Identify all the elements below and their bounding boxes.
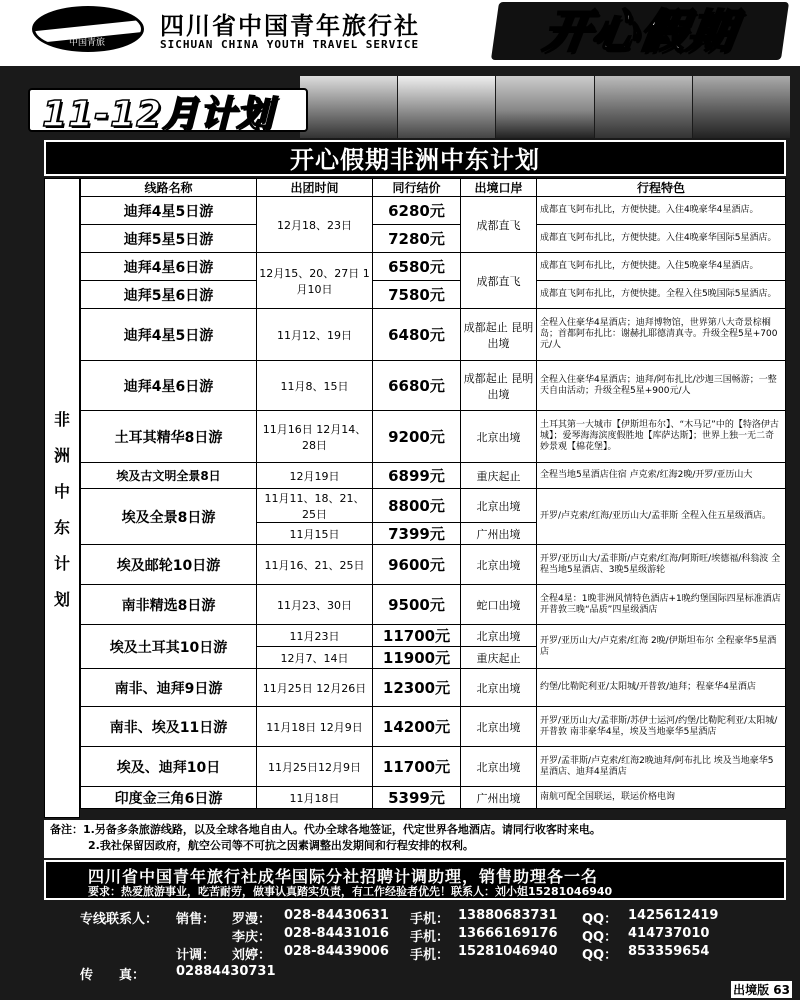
exit-port: 成都起止 昆明出境	[461, 309, 537, 361]
photo-palace	[496, 76, 593, 138]
departure-dates: 11月8、15日	[257, 361, 373, 411]
route-feature: 成都直飞阿布扎比，方便快捷。入住4晚豪华国际5星酒店。	[537, 225, 786, 253]
table-row	[81, 669, 786, 707]
table-row	[81, 463, 786, 489]
remark-line: 2.我社保留因政府，航空公司等不可抗之因素调整出发期间和行程安排的权利。	[88, 839, 474, 852]
departure-dates: 11月15日	[257, 523, 373, 545]
route-name: 南非、迪拜9日游	[81, 669, 257, 707]
route-feature: 约堡/比勒陀利亚/太阳城/开普敦/迪拜；程豪华4星酒店	[537, 669, 786, 707]
page-number: 出境版 63	[733, 983, 790, 997]
page-header	[0, 0, 800, 62]
exit-port: 北京出境	[461, 669, 537, 707]
departure-dates: 11月11、18、21、25日	[257, 489, 373, 523]
recruitment-title: 四川省中国青年旅行社成华国际分社招聘计调助理，销售助理各一名	[88, 867, 599, 886]
recruitment-detail: 要求：热爱旅游事业，吃苦耐劳，做事认真踏实负责，有工作经验者优先！联系人：刘小姐15281046940	[88, 885, 613, 898]
contact-qq: 1425612419	[628, 908, 719, 923]
route-feature: 开罗/亚历山大/孟菲斯/苏伊士运河/约堡/比勒陀利亚/太阳城/开普敦 南非豪华4星，埃及当地豪华5星酒店	[537, 707, 786, 747]
tour-plan-table	[80, 178, 786, 809]
departure-dates: 12月7、14日	[257, 647, 373, 669]
contact-label: 专线联系人：	[80, 912, 159, 927]
route-feature: 南航可配全国联运，联运价格电询	[537, 787, 786, 809]
route-price: 7399元	[373, 523, 461, 545]
contact-row	[0, 944, 800, 962]
departure-dates: 11月25日 12月26日	[257, 669, 373, 707]
route-price: 11900元	[373, 647, 461, 669]
table-row	[81, 625, 786, 647]
route-price: 6280元	[373, 197, 461, 225]
departure-dates: 11月16、21、25日	[257, 545, 373, 585]
photo-statues	[693, 76, 790, 138]
route-name: 埃及、迪拜10日	[81, 747, 257, 787]
route-name: 埃及邮轮10日游	[81, 545, 257, 585]
route-name: 土耳其精华8日游	[81, 411, 257, 463]
exit-port: 北京出境	[461, 747, 537, 787]
route-price: 5399元	[373, 787, 461, 809]
route-feature: 开罗/亚历山大/孟菲斯/卢克索/红海/阿斯旺/埃德福/科翁波 全程当地5星酒店、3晚5星级游轮	[537, 545, 786, 585]
remark-line: 备注：1.另备多条旅游线路，以及全球各地自由人。代办全球各地签证，代定世界各地酒店。请同行收客时来电。	[50, 823, 601, 836]
route-name: 迪拜5星5日游	[81, 225, 257, 253]
exit-port: 北京出境	[461, 625, 537, 647]
route-feature: 成都直飞阿布扎比，方便快捷。全程入住5晚国际5星酒店。	[537, 281, 786, 309]
side-label-char: 非	[53, 410, 70, 429]
table-row	[81, 585, 786, 625]
departure-dates: 11月23日	[257, 625, 373, 647]
exit-port: 北京出境	[461, 545, 537, 585]
month-plan-title: 11-12月计划	[42, 94, 274, 135]
exit-port: 成都直飞	[461, 197, 537, 253]
contact-mobile: 15281046940	[458, 944, 558, 959]
contact-mobile: 13666169176	[458, 926, 558, 941]
route-price: 8800元	[373, 489, 461, 523]
table-row	[81, 361, 786, 411]
qq-label: QQ：	[582, 930, 618, 945]
route-feature: 全程入住豪华4星酒店；迪拜/阿布扎比/沙迦三国畅游；一整天自由活动；升级全程5星+900元/人	[537, 361, 786, 411]
mobile-label: 手机：	[410, 930, 450, 945]
side-label-char: 东	[53, 518, 70, 537]
contact-name: 李庆：	[232, 930, 272, 945]
table-row	[81, 545, 786, 585]
mobile-label: 手机：	[410, 948, 450, 963]
exit-port: 广州出境	[461, 523, 537, 545]
fax-label: 传 真：	[80, 968, 146, 983]
route-name: 南非、埃及11日游	[81, 707, 257, 747]
remarks	[44, 820, 786, 858]
departure-dates: 12月18、23日	[257, 197, 373, 253]
table-row	[81, 281, 786, 309]
route-price: 6480元	[373, 309, 461, 361]
col-header-dates: 出团时间	[257, 179, 373, 197]
departure-dates: 12月19日	[257, 463, 373, 489]
exit-port: 成都直飞	[461, 253, 537, 309]
route-price: 7280元	[373, 225, 461, 253]
route-price: 7580元	[373, 281, 461, 309]
table-row	[81, 489, 786, 523]
table-row	[81, 309, 786, 361]
contact-name: 罗漫：	[232, 912, 272, 927]
route-feature: 全程4星：1晚非洲风情特色酒店+1晚约堡国际四星标准酒店 开普敦三晚“品质”四星级酒店	[537, 585, 786, 625]
route-feature: 土耳其第一大城市【伊斯坦布尔】、“木马记”中的【特洛伊古城】；爱琴海海滨度假胜地【库萨达斯】；世界上独一无二奇妙景观【棉花堡】。	[537, 411, 786, 463]
qq-label: QQ：	[582, 912, 618, 927]
col-header-feature: 行程特色	[537, 179, 786, 197]
route-name: 埃及土耳其10日游	[81, 625, 257, 669]
route-name: 印度金三角6日游	[81, 787, 257, 809]
contact-tel: 028-84430631	[284, 908, 389, 923]
mobile-label: 手机：	[410, 912, 450, 927]
contact-row	[0, 964, 800, 982]
route-name: 埃及古文明全景8日	[81, 463, 257, 489]
fax-number: 02884430731	[176, 964, 276, 979]
exit-port: 北京出境	[461, 707, 537, 747]
route-name: 南非精选8日游	[81, 585, 257, 625]
table-row	[81, 197, 786, 225]
table-header-row	[81, 179, 786, 197]
qq-label: QQ：	[582, 948, 618, 963]
departure-dates: 11月12、19日	[257, 309, 373, 361]
route-name: 迪拜5星6日游	[81, 281, 257, 309]
cyts-logo	[32, 6, 144, 52]
route-feature: 成都直飞阿布扎比，方便快捷。入住5晚豪华4星酒店。	[537, 253, 786, 281]
destination-photo-strip	[300, 76, 790, 138]
contact-qq: 853359654	[628, 944, 710, 959]
route-name: 迪拜4星6日游	[81, 253, 257, 281]
departure-dates: 11月18日	[257, 787, 373, 809]
company-name-en: SICHUAN CHINA YOUTH TRAVEL SERVICE	[160, 38, 420, 51]
exit-port: 广州出境	[461, 787, 537, 809]
photo-temple	[398, 76, 495, 138]
route-price: 12300元	[373, 669, 461, 707]
contact-row	[0, 926, 800, 944]
exit-port: 蛇口出境	[461, 585, 537, 625]
contact-tel: 028-84439006	[284, 944, 389, 959]
route-name: 迪拜4星6日游	[81, 361, 257, 411]
contact-name: 刘婷：	[232, 948, 272, 963]
route-name: 埃及全景8日游	[81, 489, 257, 545]
route-price: 9200元	[373, 411, 461, 463]
table-row	[81, 225, 786, 253]
contact-role: 计调：	[176, 948, 216, 963]
route-feature: 开罗/孟菲斯/卢克索/红海2晚迪拜/阿布扎比 埃及当地豪华5星酒店、迪拜4星酒店	[537, 747, 786, 787]
company-name-cn: 四川省中国青年旅行社	[160, 12, 420, 40]
route-price: 11700元	[373, 625, 461, 647]
contact-role: 销售：	[176, 912, 216, 927]
recruitment-banner	[44, 860, 786, 900]
contact-row	[0, 908, 800, 926]
route-feature: 全程当地5星酒店住宿 卢克索/红海2晚/开罗/亚历山大	[537, 463, 786, 489]
exit-port: 重庆起止	[461, 463, 537, 489]
col-header-price: 同行结价	[373, 179, 461, 197]
brand-title: 开心假期	[491, 2, 789, 60]
departure-dates: 12月15、20、27日 1月10日	[257, 253, 373, 309]
contact-section	[0, 902, 800, 984]
side-label-char: 中	[53, 482, 70, 501]
route-feature: 全程入住豪华4星酒店；迪拜博物馆，世界第八大奇景棕榈岛；首都阿布扎比：谢赫扎耶德清真寺。升级全程5星+700元/人	[537, 309, 786, 361]
route-feature: 开罗/亚历山大/卢克索/红海 2晚/伊斯坦布尔 全程豪华5星酒店	[537, 625, 786, 669]
route-price: 11700元	[373, 747, 461, 787]
contact-tel: 028-84431016	[284, 926, 389, 941]
exit-port: 成都起止 昆明出境	[461, 361, 537, 411]
side-label-char: 计	[53, 554, 70, 573]
route-price: 9600元	[373, 545, 461, 585]
photo-ruins	[595, 76, 692, 138]
table-row	[81, 253, 786, 281]
col-header-port: 出境口岸	[461, 179, 537, 197]
photo-karst-landscape	[300, 76, 397, 138]
route-price: 14200元	[373, 707, 461, 747]
departure-dates: 11月18日 12月9日	[257, 707, 373, 747]
side-vertical-label	[44, 178, 80, 818]
route-feature: 成都直飞阿布扎比，方便快捷。入住4晚豪华4星酒店。	[537, 197, 786, 225]
route-name: 迪拜4星5日游	[81, 197, 257, 225]
route-feature: 开罗/卢克索/红海/亚历山大/孟菲斯 全程入住五星级酒店。	[537, 489, 786, 545]
route-price: 6680元	[373, 361, 461, 411]
route-price: 6899元	[373, 463, 461, 489]
exit-port: 北京出境	[461, 411, 537, 463]
table-row	[81, 787, 786, 809]
exit-port: 北京出境	[461, 489, 537, 523]
side-label-char: 洲	[53, 446, 70, 465]
page-title: 开心假期非洲中东计划	[44, 140, 786, 176]
route-price: 6580元	[373, 253, 461, 281]
route-name: 迪拜4星5日游	[81, 309, 257, 361]
contact-mobile: 13880683731	[458, 908, 558, 923]
departure-dates: 11月25日12月9日	[257, 747, 373, 787]
col-header-route: 线路名称	[81, 179, 257, 197]
table-row	[81, 707, 786, 747]
table-row	[81, 747, 786, 787]
table-row	[81, 411, 786, 463]
route-price: 9500元	[373, 585, 461, 625]
departure-dates: 11月16日 12月14、28日	[257, 411, 373, 463]
departure-dates: 11月23、30日	[257, 585, 373, 625]
logo-text: 中国青旅	[69, 38, 106, 48]
side-label-char: 划	[53, 590, 70, 609]
exit-port: 重庆起止	[461, 647, 537, 669]
contact-qq: 414737010	[628, 926, 710, 941]
